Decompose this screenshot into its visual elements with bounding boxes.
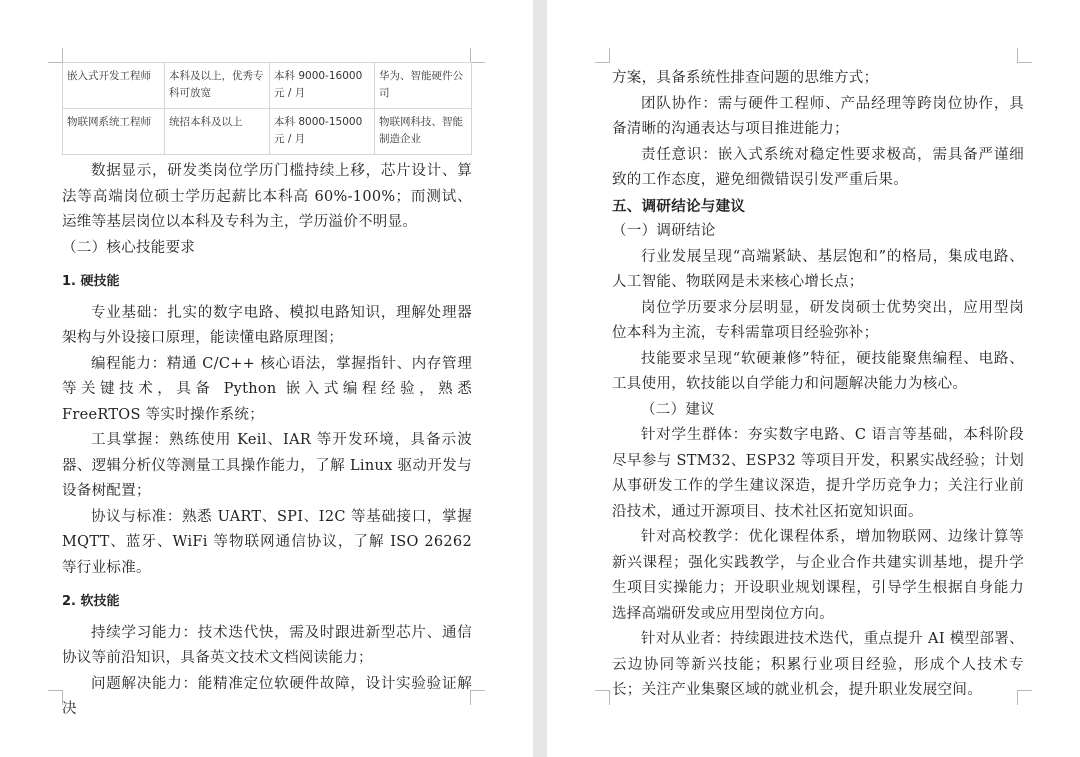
table-cell: 物联网科技、智能制造企业 xyxy=(375,109,472,155)
table-row xyxy=(63,63,472,109)
right-page-content[interactable] xyxy=(612,66,1024,704)
table-cell: 物联网系统工程师 xyxy=(63,109,165,155)
paragraph-soft-skill: 问题解决能力：能精准定位软硬件故障，设计实验验证解决 xyxy=(62,675,472,717)
table-cell: 本科 8000-15000 元 / 月 xyxy=(270,109,375,155)
paragraph-suggestion: 针对学生群体：夯实数字电路、C 语言等基础，本科阶段尽早参与 STM32、ESP32 等项目开发，积累实战经验；计划从事研发工作的学生建议深造，提升学历竞争力；关注行业前沿技术，通过开源项目、技术社区拓宽知识面。 xyxy=(612,427,1024,520)
paragraph-data-summary: 数据显示，研发类岗位学历门槛持续上移，芯片设计、算法等高端岗位硕士学历起薪比本科高 60%-100%；而测试、运维等基层岗位以本科及专科为主，学历溢价不明显。 xyxy=(62,163,472,230)
paragraph-soft-skill: 持续学习能力：技术迭代快，需及时跟进新型芯片、通信协议等前沿知识，具备英文技术文档阅读能力； xyxy=(62,624,472,666)
margin-marker-top-right xyxy=(1017,48,1032,63)
left-page-content[interactable] xyxy=(62,62,472,723)
section-title-skills: （二）核心技能要求 xyxy=(62,239,196,256)
margin-marker-top-right xyxy=(470,48,485,63)
page-gutter xyxy=(533,0,547,757)
heading-hard-skills: 1. 硬技能 xyxy=(62,274,120,289)
table-row xyxy=(63,109,472,155)
paragraph-continuation: 方案，具备系统性排查问题的思维方式； xyxy=(612,70,879,86)
paragraph-conclusion: 行业发展呈现“高端紧缺、基层饱和”的格局，集成电路、人工智能、物联网是未来核心增长点； xyxy=(612,248,1024,290)
document-page-left xyxy=(0,0,533,757)
margin-marker-top-left xyxy=(48,48,63,63)
paragraph-conclusion: 岗位学历要求分层明显，研发岗硕士优势突出，应用型岗位本科为主流，专科需靠项目经验弥补； xyxy=(612,299,1024,341)
paragraph-teamwork: 团队协作：需与硬件工程师、产品经理等跨岗位协作，具备清晰的沟通表达与项目推进能力； xyxy=(612,95,1024,137)
paragraph-hard-skill: 协议与标准：熟悉 UART、SPI、I2C 等基础接口，掌握 MQTT、蓝牙、WiFi 等物联网通信协议，了解 ISO 26262 等行业标准。 xyxy=(62,508,472,576)
table-cell: 本科 9000-16000 元 / 月 xyxy=(270,63,375,109)
paragraph-responsibility: 责任意识：嵌入式系统对稳定性要求极高，需具备严谨细致的工作态度，避免细微错误引发严重后果。 xyxy=(612,146,1024,188)
paragraph-hard-skill: 编程能力：精通 C/C++ 核心语法，掌握指针、内存管理等关键技术，具备 Python 嵌入式编程经验，熟悉 FreeRTOS 等实时操作系统； xyxy=(62,355,472,423)
paragraph-hard-skill: 工具掌握：熟练使用 Keil、IAR 等开发环境，具备示波器、逻辑分析仪等测量工具操作能力，了解 Linux 驱动开发与设备树配置； xyxy=(62,432,472,499)
table-cell: 华为、智能硬件公司 xyxy=(375,63,472,109)
subsection-title-conclusions: （一）调研结论 xyxy=(612,223,716,239)
table-cell: 嵌入式开发工程师 xyxy=(63,63,165,109)
job-table xyxy=(62,62,472,155)
subsection-title-suggestions: （二）建议 xyxy=(641,401,715,418)
table-cell: 统招本科及以上 xyxy=(165,109,270,155)
heading-soft-skills: 2. 软技能 xyxy=(62,594,120,609)
margin-marker-bottom-right xyxy=(470,690,485,705)
paragraph-suggestion: 针对高校教学：优化课程体系，增加物联网、边缘计算等新兴课程；强化实践教学，与企业合作共建实训基地，提升学生项目实操能力；开设职业规划课程，引导学生根据自身能力选择高端研发或应用型岗位方向。 xyxy=(612,529,1024,622)
paragraph-suggestion: 针对从业者：持续跟进技术迭代，重点提升 AI 模型部署、云边协同等新兴技能；积累行业项目经验，形成个人技术专长；关注产业集聚区域的就业机会，提升职业发展空间。 xyxy=(612,631,1024,698)
section-title-conclusions: 五、调研结论与建议 xyxy=(612,197,746,215)
margin-marker-top-left xyxy=(595,48,610,63)
paragraph-hard-skill: 专业基础：扎实的数字电路、模拟电路知识，理解处理器架构与外设接口原理，能读懂电路原理图； xyxy=(62,304,472,346)
margin-marker-bottom-left xyxy=(595,690,610,705)
paragraph-conclusion: 技能要求呈现“软硬兼修”特征，硬技能聚焦编程、电路、工具使用，软技能以自学能力和问题解决能力为核心。 xyxy=(612,350,1024,392)
margin-marker-bottom-left xyxy=(48,690,63,705)
table-cell: 本科及以上，优秀专科可放宽 xyxy=(165,63,270,109)
